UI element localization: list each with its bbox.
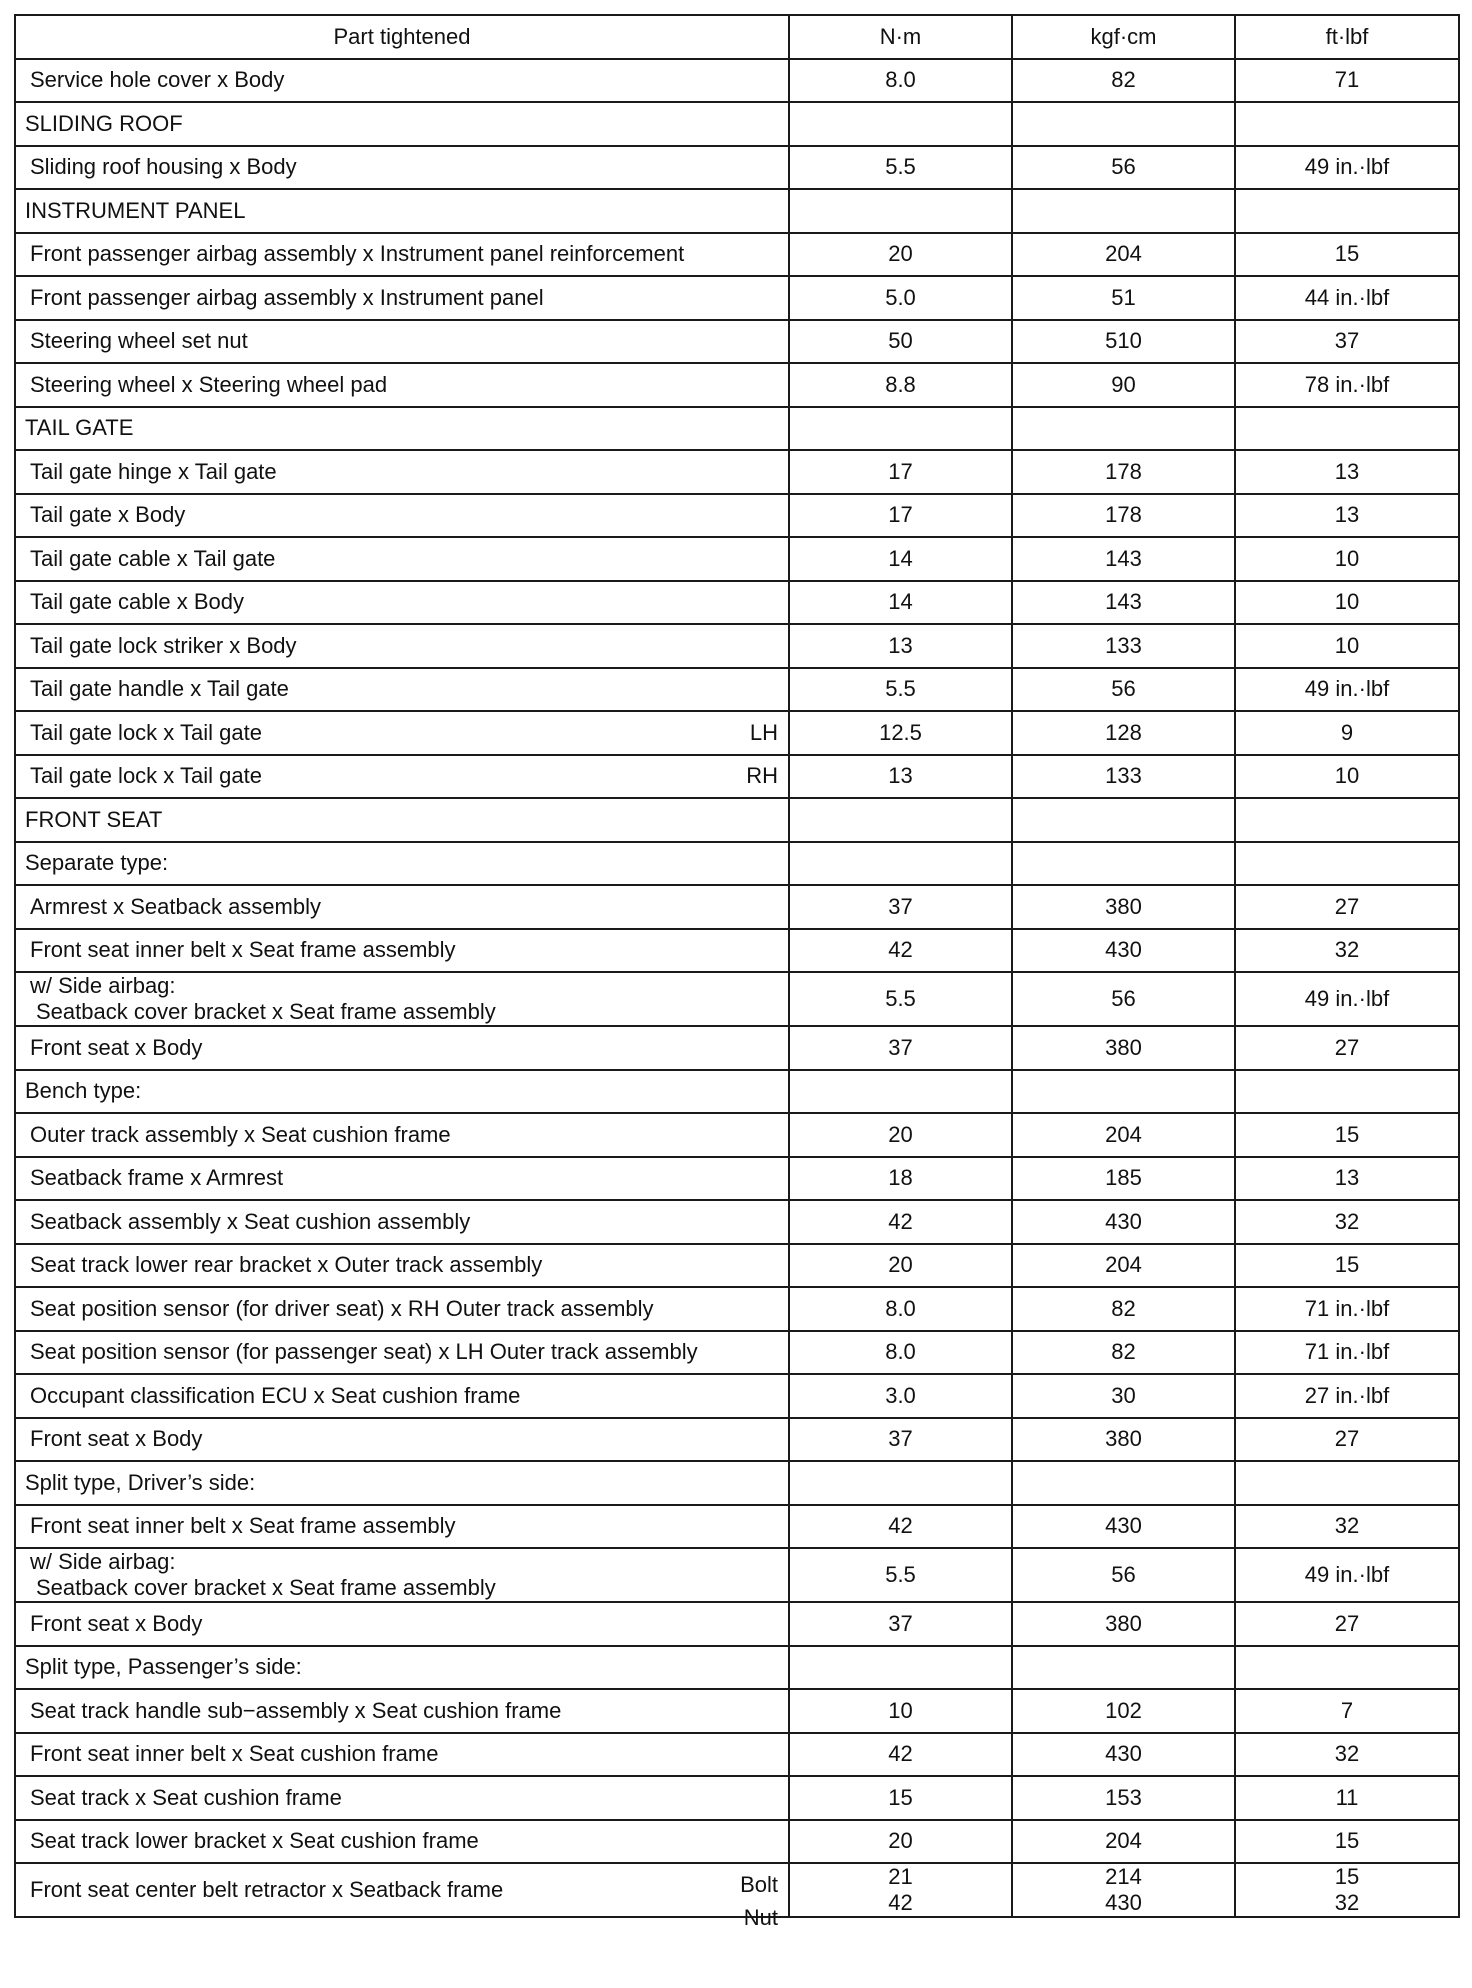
- section-row: [15, 1646, 1459, 1690]
- header-row: [15, 15, 1459, 59]
- nm-value: 42: [789, 1733, 1012, 1777]
- table-row: [15, 537, 1459, 581]
- part-cell: [15, 1287, 789, 1331]
- nm-value-bolt: 21: [888, 1864, 913, 1889]
- ft-value: 49 in.·lbf: [1235, 1548, 1459, 1602]
- nm-value: 50: [789, 320, 1012, 364]
- ft-value: 10: [1235, 581, 1459, 625]
- nm-value: 5.5: [789, 1548, 1012, 1602]
- part-cell: [15, 885, 789, 929]
- kgf-value: 204: [1012, 1113, 1235, 1157]
- header-ft: ft·lbf: [1235, 15, 1459, 59]
- table-row: [15, 59, 1459, 103]
- nm-value: [789, 1070, 1012, 1114]
- table-row: [15, 1331, 1459, 1375]
- kgf-value: 143: [1012, 581, 1235, 625]
- part-cell: [15, 146, 789, 190]
- kgf-value: 380: [1012, 1602, 1235, 1646]
- ft-value: [1235, 189, 1459, 233]
- ft-value: 49 in.·lbf: [1235, 972, 1459, 1026]
- table-row: [15, 1602, 1459, 1646]
- ft-value: 71: [1235, 59, 1459, 103]
- part-cell: [15, 581, 789, 625]
- table-row: [15, 146, 1459, 190]
- ft-value: [1235, 798, 1459, 842]
- part-cell: [15, 624, 789, 668]
- part-name: Seatback cover bracket x Seat frame assembly: [36, 999, 496, 1024]
- part-name: Seat track lower rear bracket x Outer track assembly: [30, 1252, 543, 1278]
- kgf-value: 380: [1012, 1418, 1235, 1462]
- part-name: Tail gate cable x Body: [30, 589, 245, 615]
- kgf-value: 128: [1012, 711, 1235, 755]
- ft-value-nut: 32: [1334, 1890, 1360, 1915]
- ft-value: 15: [1235, 1113, 1459, 1157]
- part-condition: w/ Side airbag:: [30, 1549, 176, 1574]
- ft-value: 49 in.·lbf: [1235, 668, 1459, 712]
- ft-value: 13: [1235, 450, 1459, 494]
- part-name: TAIL GATE: [25, 415, 134, 441]
- ft-value: [1235, 102, 1459, 146]
- kgf-value: [1012, 102, 1235, 146]
- kgf-value: [1012, 1461, 1235, 1505]
- part-name: Tail gate lock x Tail gate: [30, 719, 262, 745]
- part-name: Seat position sensor (for driver seat) x RH Outer track assembly: [30, 1295, 654, 1321]
- part-cell: [15, 1505, 789, 1549]
- part-cell: [15, 1418, 789, 1462]
- part-name: Armrest x Seatback assembly: [30, 893, 321, 919]
- part-name: Service hole cover x Body: [30, 67, 285, 93]
- part-condition: w/ Side airbag:: [30, 973, 176, 998]
- part-name: Seatback cover bracket x Seat frame assembly: [36, 1575, 496, 1600]
- table-row: [15, 494, 1459, 538]
- ft-value: 13: [1235, 1157, 1459, 1201]
- part-name: Tail gate x Body: [30, 502, 186, 528]
- kgf-value: 56: [1012, 1548, 1235, 1602]
- kgf-value: 430: [1012, 929, 1235, 973]
- ft-value: 78 in.·lbf: [1235, 363, 1459, 407]
- ft-value: 7: [1235, 1689, 1459, 1733]
- ft-value: 9: [1235, 711, 1459, 755]
- part-qualifier: RH: [746, 763, 778, 789]
- kgf-value: [1012, 1070, 1235, 1114]
- nm-value: 5.5: [789, 146, 1012, 190]
- ft-value: [1235, 1461, 1459, 1505]
- ft-value: 27: [1235, 1418, 1459, 1462]
- table-row: [15, 1287, 1459, 1331]
- nm-value: [789, 407, 1012, 451]
- ft-value: 15: [1235, 233, 1459, 277]
- kgf-value: [1012, 189, 1235, 233]
- ft-value: 15: [1235, 1820, 1459, 1864]
- part-name: Split type, Driver’s side:: [25, 1469, 256, 1495]
- nm-value: [789, 189, 1012, 233]
- nm-value: [789, 842, 1012, 886]
- nm-value: 12.5: [789, 711, 1012, 755]
- kgf-value: [1012, 1863, 1235, 1917]
- ft-value-bolt: 15: [1334, 1864, 1360, 1889]
- table-row: [15, 1820, 1459, 1864]
- table-row: [15, 1548, 1459, 1602]
- part-name: Front passenger airbag assembly x Instrument panel: [30, 284, 544, 310]
- table-row: [15, 624, 1459, 668]
- nm-value: 20: [789, 1113, 1012, 1157]
- part-name: Front seat x Body: [30, 1426, 203, 1452]
- ft-value: 32: [1235, 1505, 1459, 1549]
- section-heading: [15, 1070, 789, 1114]
- part-qualifier: Bolt: [740, 1872, 778, 1897]
- kgf-value: 133: [1012, 755, 1235, 799]
- part-cell: [15, 1026, 789, 1070]
- kgf-value: 430: [1012, 1733, 1235, 1777]
- kgf-value: 56: [1012, 668, 1235, 712]
- kgf-value: 56: [1012, 972, 1235, 1026]
- part-qualifier: Nut: [743, 1905, 778, 1930]
- part-cell: [15, 1548, 789, 1602]
- table-row: [15, 972, 1459, 1026]
- kgf-value: 56: [1012, 146, 1235, 190]
- table-row: [15, 1689, 1459, 1733]
- kgf-value: 204: [1012, 1820, 1235, 1864]
- nm-value: 42: [789, 1505, 1012, 1549]
- part-name: Tail gate handle x Tail gate: [30, 676, 289, 702]
- part-name: Front passenger airbag assembly x Instrument panel reinforcement: [30, 241, 685, 267]
- part-cell: [15, 1157, 789, 1201]
- section-row: [15, 842, 1459, 886]
- nm-value-nut: 42: [888, 1890, 913, 1915]
- section-row: [15, 407, 1459, 451]
- table-row: [15, 1863, 1459, 1917]
- kgf-value: [1012, 1646, 1235, 1690]
- part-name: INSTRUMENT PANEL: [25, 197, 246, 223]
- table-row: [15, 755, 1459, 799]
- table-row: [15, 1733, 1459, 1777]
- part-name: Tail gate lock striker x Body: [30, 632, 297, 658]
- part-name: FRONT SEAT: [25, 806, 163, 832]
- kgf-value: 82: [1012, 59, 1235, 103]
- nm-value: 17: [789, 494, 1012, 538]
- kgf-value: [1012, 798, 1235, 842]
- table-row: [15, 363, 1459, 407]
- part-cell: [15, 233, 789, 277]
- part-name: SLIDING ROOF: [25, 110, 183, 136]
- table-row: [15, 1374, 1459, 1418]
- kgf-value: 430: [1012, 1505, 1235, 1549]
- ft-value: 71 in.·lbf: [1235, 1287, 1459, 1331]
- part-cell: [15, 1602, 789, 1646]
- section-heading: [15, 189, 789, 233]
- kgf-value: 430: [1012, 1200, 1235, 1244]
- ft-value: 32: [1235, 929, 1459, 973]
- part-cell: [15, 320, 789, 364]
- part-cell: [15, 711, 789, 755]
- ft-value: 27 in.·lbf: [1235, 1374, 1459, 1418]
- nm-value: 42: [789, 929, 1012, 973]
- ft-value: 32: [1235, 1733, 1459, 1777]
- part-name: Split type, Passenger’s side:: [25, 1654, 302, 1680]
- nm-value: 8.0: [789, 1287, 1012, 1331]
- part-cell: [15, 755, 789, 799]
- nm-value: 13: [789, 755, 1012, 799]
- part-name: Tail gate lock x Tail gate: [30, 763, 262, 789]
- part-cell: [15, 972, 789, 1026]
- part-name: Front seat inner belt x Seat frame assembly: [30, 1513, 456, 1539]
- part-name: Sliding roof housing x Body: [30, 154, 297, 180]
- section-row: [15, 189, 1459, 233]
- nm-value: 8.8: [789, 363, 1012, 407]
- table-row: [15, 1505, 1459, 1549]
- kgf-value: 178: [1012, 450, 1235, 494]
- part-name: Seat track x Seat cushion frame: [30, 1784, 342, 1810]
- ft-value: 27: [1235, 1602, 1459, 1646]
- part-cell: [15, 1863, 789, 1930]
- table-row: [15, 450, 1459, 494]
- kgf-value: 380: [1012, 885, 1235, 929]
- part-cell: [15, 1733, 789, 1777]
- ft-value: [1235, 842, 1459, 886]
- part-cell: [15, 537, 789, 581]
- table-row: [15, 1026, 1459, 1070]
- kgf-value: [1012, 407, 1235, 451]
- part-cell: [15, 1776, 789, 1820]
- kgf-value: 510: [1012, 320, 1235, 364]
- section-row: [15, 1461, 1459, 1505]
- part-cell: [15, 450, 789, 494]
- part-cell: [15, 1689, 789, 1733]
- table-row: [15, 1200, 1459, 1244]
- kgf-value: 204: [1012, 233, 1235, 277]
- part-name: Separate type:: [25, 850, 169, 876]
- part-name: Front seat x Body: [30, 1610, 203, 1636]
- ft-value: [1235, 1070, 1459, 1114]
- ft-value: 27: [1235, 885, 1459, 929]
- part-cell: [15, 1244, 789, 1288]
- ft-value: 10: [1235, 624, 1459, 668]
- nm-value: 37: [789, 885, 1012, 929]
- nm-value: [789, 798, 1012, 842]
- table-row: [15, 320, 1459, 364]
- part-cell: [15, 1374, 789, 1418]
- kgf-value: 82: [1012, 1331, 1235, 1375]
- header-part: Part tightened: [15, 15, 789, 59]
- ft-value: 15: [1235, 1244, 1459, 1288]
- table-row: [15, 711, 1459, 755]
- kgf-value: [1012, 842, 1235, 886]
- nm-value: [789, 1863, 1012, 1917]
- kgf-value-nut: 430: [1105, 1890, 1142, 1915]
- ft-value: 32: [1235, 1200, 1459, 1244]
- nm-value: 5.5: [789, 972, 1012, 1026]
- part-name: Front seat x Body: [30, 1034, 203, 1060]
- nm-value: 37: [789, 1026, 1012, 1070]
- ft-value: 37: [1235, 320, 1459, 364]
- nm-value: 20: [789, 1244, 1012, 1288]
- nm-value: [789, 1461, 1012, 1505]
- nm-value: [789, 102, 1012, 146]
- part-name: Tail gate cable x Tail gate: [30, 545, 276, 571]
- kgf-value: 90: [1012, 363, 1235, 407]
- table-row: [15, 885, 1459, 929]
- nm-value: 20: [789, 1820, 1012, 1864]
- nm-value: 5.0: [789, 276, 1012, 320]
- part-cell: [15, 1331, 789, 1375]
- kgf-value: 51: [1012, 276, 1235, 320]
- kgf-value: 133: [1012, 624, 1235, 668]
- ft-value: 27: [1235, 1026, 1459, 1070]
- section-heading: [15, 407, 789, 451]
- nm-value: 8.0: [789, 1331, 1012, 1375]
- part-name: Bench type:: [25, 1078, 142, 1104]
- nm-value: 8.0: [789, 59, 1012, 103]
- section-row: [15, 798, 1459, 842]
- kgf-value: 82: [1012, 1287, 1235, 1331]
- part-name: Steering wheel set nut: [30, 328, 248, 354]
- kgf-value: 143: [1012, 537, 1235, 581]
- table-row: [15, 668, 1459, 712]
- part-cell: [15, 363, 789, 407]
- section-heading: [15, 798, 789, 842]
- ft-value: [1235, 1646, 1459, 1690]
- part-cell: [15, 494, 789, 538]
- nm-value: 13: [789, 624, 1012, 668]
- table-row: [15, 1418, 1459, 1462]
- part-name: Front seat inner belt x Seat frame assembly: [30, 937, 456, 963]
- section-heading: [15, 102, 789, 146]
- part-name: Seat track handle sub−assembly x Seat cushion frame: [30, 1697, 562, 1723]
- nm-value: 3.0: [789, 1374, 1012, 1418]
- part-name: Seatback frame x Armrest: [30, 1165, 284, 1191]
- part-cell: [15, 276, 789, 320]
- nm-value: 42: [789, 1200, 1012, 1244]
- table-row: [15, 233, 1459, 277]
- ft-value: 49 in.·lbf: [1235, 146, 1459, 190]
- ft-value: 44 in.·lbf: [1235, 276, 1459, 320]
- part-name: Outer track assembly x Seat cushion frame: [30, 1121, 451, 1147]
- section-heading: [15, 842, 789, 886]
- kgf-value: 380: [1012, 1026, 1235, 1070]
- torque-spec-table: [14, 14, 1460, 1930]
- ft-value: 10: [1235, 755, 1459, 799]
- ft-value: 10: [1235, 537, 1459, 581]
- part-name: Seat position sensor (for passenger seat) x LH Outer track assembly: [30, 1339, 698, 1365]
- ft-value: [1235, 1863, 1459, 1917]
- nm-value: 10: [789, 1689, 1012, 1733]
- part-name: Front seat center belt retractor x Seatback frame: [30, 1877, 504, 1902]
- part-cell: [15, 668, 789, 712]
- table-row: [15, 1776, 1459, 1820]
- part-cell: [15, 59, 789, 103]
- kgf-value: 153: [1012, 1776, 1235, 1820]
- section-heading: [15, 1646, 789, 1690]
- nm-value: 14: [789, 581, 1012, 625]
- nm-value: 14: [789, 537, 1012, 581]
- table-row: [15, 276, 1459, 320]
- part-cell: [15, 1113, 789, 1157]
- part-name: Tail gate hinge x Tail gate: [30, 458, 277, 484]
- table-row: [15, 929, 1459, 973]
- nm-value: 18: [789, 1157, 1012, 1201]
- part-cell: [15, 1820, 789, 1864]
- kgf-value: 102: [1012, 1689, 1235, 1733]
- table-row: [15, 1113, 1459, 1157]
- nm-value: 17: [789, 450, 1012, 494]
- table-row: [15, 581, 1459, 625]
- part-name: Front seat inner belt x Seat cushion frame: [30, 1741, 439, 1767]
- part-name: Seat track lower bracket x Seat cushion frame: [30, 1828, 479, 1854]
- nm-value: 37: [789, 1602, 1012, 1646]
- nm-value: 5.5: [789, 668, 1012, 712]
- part-cell: [15, 1200, 789, 1244]
- part-name: Seatback assembly x Seat cushion assembly: [30, 1208, 471, 1234]
- nm-value: 15: [789, 1776, 1012, 1820]
- ft-value: 11: [1235, 1776, 1459, 1820]
- part-qualifier: LH: [749, 719, 778, 745]
- table-row: [15, 1157, 1459, 1201]
- ft-value: 13: [1235, 494, 1459, 538]
- kgf-value-bolt: 214: [1105, 1864, 1142, 1889]
- nm-value: 37: [789, 1418, 1012, 1462]
- part-cell: [15, 929, 789, 973]
- nm-value: [789, 1646, 1012, 1690]
- nm-value: 20: [789, 233, 1012, 277]
- kgf-value: 30: [1012, 1374, 1235, 1418]
- header-kgf: kgf·cm: [1012, 15, 1235, 59]
- part-name: Steering wheel x Steering wheel pad: [30, 371, 388, 397]
- ft-value: [1235, 407, 1459, 451]
- kgf-value: 204: [1012, 1244, 1235, 1288]
- section-row: [15, 1070, 1459, 1114]
- part-name: Occupant classification ECU x Seat cushion frame: [30, 1382, 521, 1408]
- table-row: [15, 1244, 1459, 1288]
- section-row: [15, 102, 1459, 146]
- kgf-value: 178: [1012, 494, 1235, 538]
- section-heading: [15, 1461, 789, 1505]
- kgf-value: 185: [1012, 1157, 1235, 1201]
- header-nm: N·m: [789, 15, 1012, 59]
- ft-value: 71 in.·lbf: [1235, 1331, 1459, 1375]
